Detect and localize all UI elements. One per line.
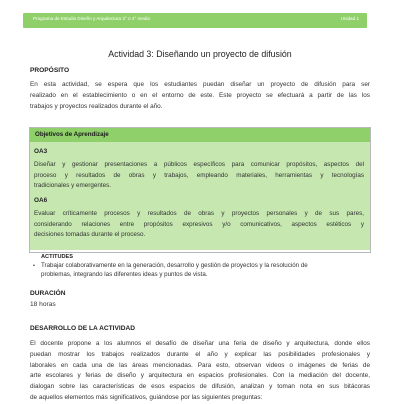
purpose-line: En esta actividad, se espera que los estudiantes puedan diseñar un proyecto de difusión para ser	[30, 81, 370, 88]
objectives-heading: Objetivos de Aprendizaje	[35, 131, 109, 138]
objectives-body	[30, 142, 370, 250]
objectives-box	[29, 127, 371, 253]
purpose-heading: PROPÓSITO	[30, 67, 70, 74]
oa6-line: Evaluar críticamente procesos y resultados de obras y proyectos personales y de sus pares,	[34, 210, 364, 217]
purpose-paragraph	[30, 80, 370, 112]
attitudes-line: Trabajar colaborativamente en la generación, desarrollo y gestión de proyectos y la resolución de	[41, 262, 308, 269]
header-bar	[23, 13, 367, 28]
purpose-line: realizado en el establecimiento o en el entorno de este. Este proyecto se efectuará a partir de las los	[30, 91, 370, 99]
oa3-label: OA3	[34, 148, 48, 155]
purpose-line: trabajos y proyectos realizados durante el año.	[30, 102, 163, 110]
oa3-line: proceso y resultados de obras y trabajos, empleando materiales, herramientas y tecnologías	[34, 171, 364, 179]
development-paragraph	[30, 339, 370, 404]
development-line: arte escolares y ferias de diseño y arquitectura en espacios profesionales. Con la mediación del docente,	[30, 372, 370, 380]
oa3-line: tradicionales y emergentes.	[34, 182, 112, 190]
oa3-text	[34, 160, 364, 192]
duration-value: 18 horas	[30, 301, 56, 308]
attitudes-heading: ACTITUDES	[41, 254, 74, 260]
oa6-line: considerando relaciones entre propósitos expresivos y/o comunicativos, aspectos estéticos y	[34, 220, 364, 228]
unit-label: Unidad 1	[340, 16, 359, 21]
oa3-line: Diseñar y gestionar presentaciones a públicos específicos para comunicar propósitos, aspectos del	[34, 161, 364, 168]
objectives-header	[30, 128, 370, 142]
attitudes-text	[41, 261, 367, 279]
bullet-icon: •	[33, 263, 35, 269]
program-title: Programa de Estudio Diseño y Arquitectura 3° o 4° medio	[33, 16, 151, 21]
oa6-label: OA6	[34, 197, 48, 204]
attitudes-line: problemas, integrando las diferentes ideas y puntos de vista.	[41, 271, 208, 279]
development-heading: DESARROLLO DE LA ACTIVIDAD	[30, 325, 136, 332]
development-line: laborales en cada una de las áreas mencionadas. Para esto, observan videos o imágenes de ferias de	[30, 361, 370, 369]
duration-heading: DURACIÓN	[30, 290, 66, 297]
development-line: El docente propone a los alumnos el desafío de diseñar una feria de diseño y arquitectura, donde ellos	[30, 340, 370, 347]
page-title: Actividad 3: Diseñando un proyecto de difusión	[108, 49, 292, 59]
oa6-text	[34, 209, 364, 241]
development-line: puedan mostrar los trabajos realizados durante el año y explicar las posibilidades profesionales y	[30, 350, 370, 358]
development-line: dialogan sobre las características de esos espacios de difusión, analizan y toman nota en sus bitácoras	[30, 383, 370, 391]
development-line: de aquellos elementos más significativos, guiándose por las siguientes preguntas:	[30, 393, 263, 401]
oa6-line: decisiones tomadas durante el proceso.	[34, 231, 146, 239]
